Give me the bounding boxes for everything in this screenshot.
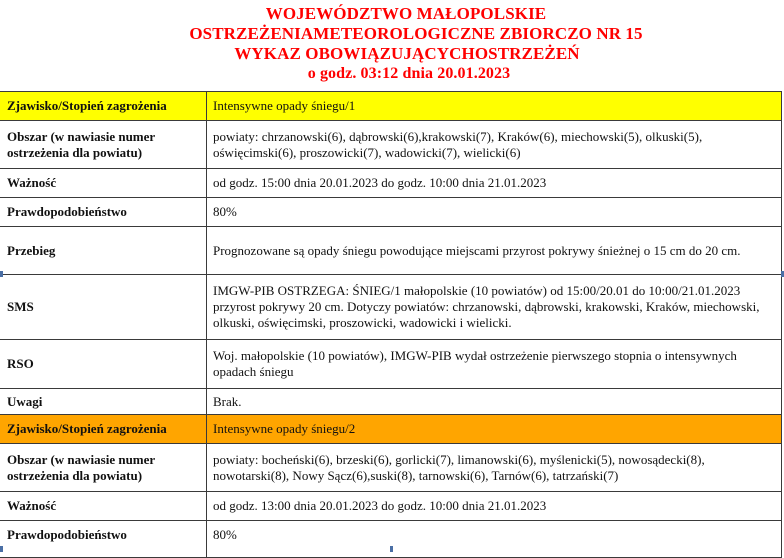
- notes-label: Uwagi: [0, 389, 207, 415]
- probability-label: Prawdopodobieństwo: [0, 521, 207, 558]
- warning-1-course-row: [0, 227, 782, 275]
- validity-value: od godz. 13:00 dnia 20.01.2023 do godz. 10:00 dnia 21.01.2023: [207, 492, 782, 521]
- document-header: [0, 4, 784, 84]
- area-value: powiaty: bocheński(6), brzeski(6), gorlicki(7), limanowski(6), myślenicki(5), nowosądecki(8), nowotarski(8), Nowy Sącz(6),suski(8), tarnowski(6), Tarnów(6), tatrzański(7): [207, 444, 782, 492]
- warning-2-validity-row: [0, 492, 782, 521]
- course-value: Prognozowane są opady śniegu powodujące miejscami przyrost pokrywy śnieżnej o 15 cm do 20 cm.: [207, 227, 782, 275]
- phenomenon-label: Zjawisko/Stopień zagrożenia: [0, 415, 207, 444]
- resize-handle-left[interactable]: [0, 271, 3, 277]
- sms-label: SMS: [0, 275, 207, 340]
- phenomenon-value: Intensywne opady śniegu/1: [207, 92, 782, 121]
- probability-value: 80%: [207, 198, 782, 227]
- warning-1-area-row: [0, 121, 782, 169]
- rso-label: RSO: [0, 340, 207, 389]
- course-label: Przebieg: [0, 227, 207, 275]
- warning-1-phenomenon-row: [0, 92, 782, 121]
- bulletin-subtitle: WYKAZ OBOWIĄZUJĄCYCHOSTRZEŻEŃ: [234, 44, 580, 63]
- area-label: Obszar (w nawiasie numer ostrzeżenia dla powiatu): [0, 121, 207, 169]
- sms-value: IMGW-PIB OSTRZEGA: ŚNIEG/1 małopolskie (10 powiatów) od 15:00/20.01 do 10:00/21.01.2023 przyrost pokrywy 20 cm. Dotyczy powiatów: chrzanowski, dąbrowski, krakowski, Kraków, miechowski, olkuski, oświęcimski, proszowicki, wadowicki i wielicki.: [207, 275, 782, 340]
- area-label: Obszar (w nawiasie numer ostrzeżenia dla powiatu): [0, 444, 207, 492]
- warnings-table: [0, 91, 782, 558]
- resize-handle-bottom[interactable]: [390, 546, 393, 552]
- bulletin-title: OSTRZEŻENIAMETEOROLOGICZNE ZBIORCZO NR 15: [189, 24, 643, 43]
- validity-label: Ważność: [0, 492, 207, 521]
- rso-value: Woj. małopolskie (10 powiatów), IMGW-PIB wydał ostrzeżenie pierwszego stopnia o intensywnych opadach śniegu: [207, 340, 782, 389]
- warning-2-phenomenon-row: [0, 415, 782, 444]
- warning-1-probability-row: [0, 198, 782, 227]
- validity-label: Ważność: [0, 169, 207, 198]
- phenomenon-label: Zjawisko/Stopień zagrożenia: [0, 92, 207, 121]
- warning-1-rso-row: [0, 340, 782, 389]
- resize-handle-bottom-left[interactable]: [0, 546, 3, 552]
- probability-value: 80%: [207, 521, 782, 558]
- issue-time: o godz. 03:12 dnia 20.01.2023: [307, 65, 511, 82]
- validity-value: od godz. 15:00 dnia 20.01.2023 do godz. 10:00 dnia 21.01.2023: [207, 169, 782, 198]
- probability-label: Prawdopodobieństwo: [0, 198, 207, 227]
- area-value: powiaty: chrzanowski(6), dąbrowski(6),krakowski(7), Kraków(6), miechowski(5), olkuski(5), oświęcimski(6), proszowicki(7), wadowicki(7), wielicki(6): [207, 121, 782, 169]
- warning-1-validity-row: [0, 169, 782, 198]
- notes-value: Brak.: [207, 389, 782, 415]
- warning-1-sms-row: [0, 275, 782, 340]
- warning-1-notes-row: [0, 389, 782, 415]
- region-title: WOJEWÓDZTWO MAŁOPOLSKIE: [265, 4, 547, 23]
- warning-2-area-row: [0, 444, 782, 492]
- phenomenon-value: Intensywne opady śniegu/2: [207, 415, 782, 444]
